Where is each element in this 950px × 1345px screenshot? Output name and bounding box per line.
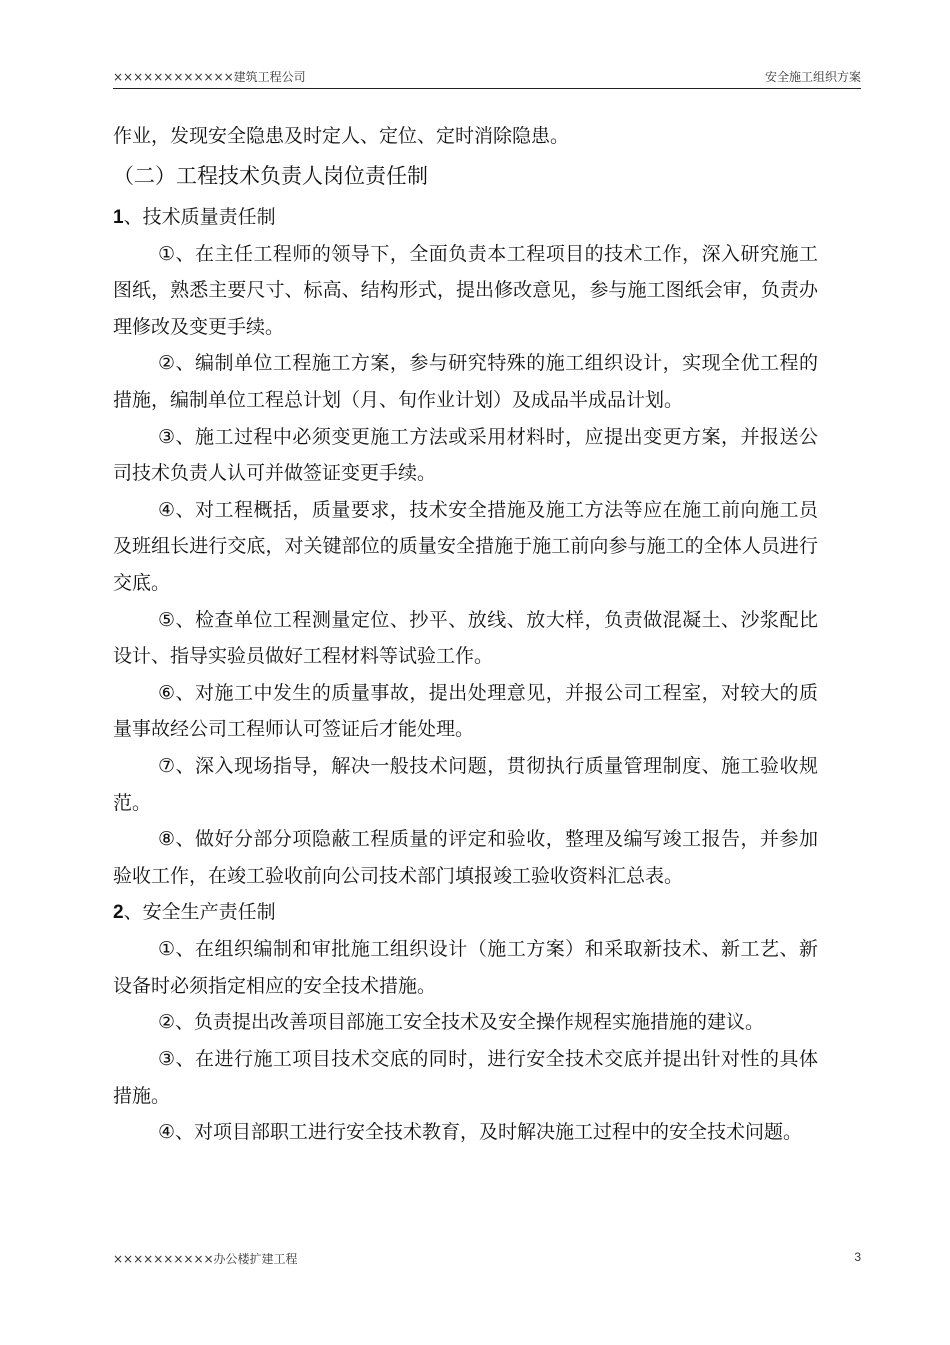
list-item: ②、负责提出改善项目部施工安全技术及安全操作规程实施措施的建议。 [158, 1011, 765, 1034]
list-item: ④、对项目部职工进行安全技术教育，及时解决施工过程中的安全技术问题。 [158, 1121, 803, 1144]
page-number: 3 [854, 1250, 861, 1264]
list-item: ③、在进行施工项目技术交底的同时，进行安全技术交底并提出针对性的具体措施。 [113, 1048, 818, 1107]
subsection-title: 、安全生产责任制 [123, 901, 276, 924]
list-item: ⑤、检查单位工程测量定位、抄平、放线、放大样，负责做混凝土、沙浆配比设计、指导实验员做好工程材料等试验工作。 [113, 608, 818, 668]
subsection-heading-1 [113, 199, 818, 236]
section-title: （二）工程技术负责人岗位责任制 [113, 163, 428, 188]
header-doc-title: 安全施工组织方案 [764, 70, 861, 84]
subsection-title: 、技术质量责任制 [123, 205, 276, 228]
page-footer [113, 1250, 861, 1270]
subsection-heading-2 [113, 894, 818, 931]
subsection-number: 1 [113, 206, 124, 228]
list-item: ①、在组织编制和审批施工组织设计（施工方案）和采取新技术、新工艺、新设备时必须指定相应的安全技术措施。 [113, 938, 818, 997]
document-body [113, 118, 818, 1151]
list-item: ③、施工过程中必须变更施工方法或采用材料时，应提出变更方案，并报送公司技术负责人认可并做签证变更手续。 [113, 425, 818, 485]
subsection-number: 2 [113, 902, 124, 924]
list-item: ⑦、深入现场指导，解决一般技术问题，贯彻执行质量管理制度、施工验收规范。 [113, 754, 818, 814]
list-item: ⑧、做好分部分项隐蔽工程质量的评定和验收，整理及编写竣工报告，并参加验收工作，在竣工验收前向公司技术部门填报竣工验收资料汇总表。 [113, 828, 818, 887]
list-item: ④、对工程概括，质量要求，技术安全措施及施工方法等应在施工前向施工员及班组长进行交底，对关键部位的质量安全措施于施工前向参与施工的全体人员进行交底。 [113, 498, 818, 594]
intro-line: 作业，发现安全隐患及时定人、定位、定时消除隐患。 [113, 125, 570, 147]
list-item: ①、在主任工程师的领导下，全面负责本工程项目的技术工作，深入研究施工图纸，熟悉主要尺寸、标高、结构形式，提出修改意见，参与施工图纸会审，负责办理修改及变更手续。 [113, 242, 818, 338]
footer-project: ××××××××××办公楼扩建工程 [113, 1252, 298, 1266]
header-company: ××××××××××××建筑工程公司 [113, 70, 306, 84]
page-header [113, 66, 861, 89]
list-item: ⑥、对施工中发生的质量事故，提出处理意见，并报公司工程室，对较大的质量事故经公司工程师认可签证后才能处理。 [113, 681, 818, 741]
list-item: ②、编制单位工程施工方案，参与研究特殊的施工组织设计，实现全优工程的措施，编制单位工程总计划（月、旬作业计划）及成品半成品计划。 [113, 352, 818, 411]
